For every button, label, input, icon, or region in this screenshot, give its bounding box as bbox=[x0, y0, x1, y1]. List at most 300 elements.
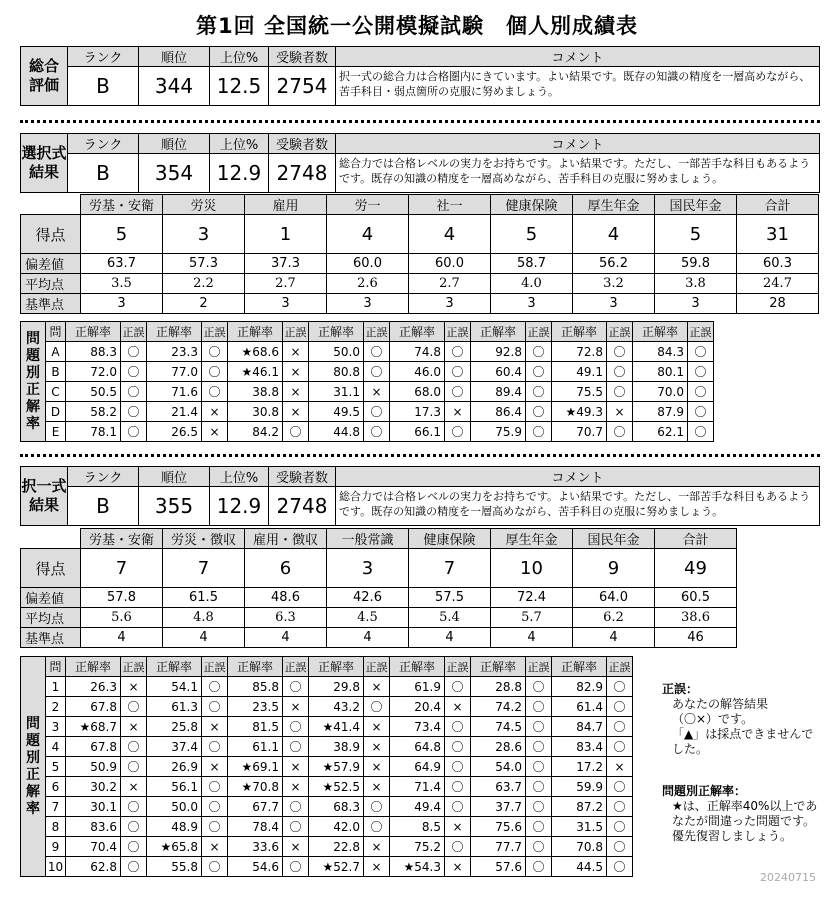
sentaku-questions-mark-cell: × bbox=[283, 342, 309, 362]
takuitsu-subjects-subject-header: 労災・徴収 bbox=[163, 529, 245, 549]
overall-summary-header-examinees: 受験者数 bbox=[269, 47, 336, 67]
takuitsu-subjects-subject-header: 合計 bbox=[655, 529, 737, 549]
takuitsu-questions-rate-cell: 26.9 bbox=[147, 757, 202, 777]
sentaku-questions-rate-header: 正解率 bbox=[147, 322, 202, 342]
sentaku-questions-mark-cell: 〇 bbox=[526, 402, 552, 422]
sentaku-summary-header-top: 上位% bbox=[210, 134, 269, 154]
sentaku-subjects-base-cell: 3 bbox=[327, 294, 409, 314]
takuitsu-subjects-base-cell: 4 bbox=[491, 628, 573, 648]
sentaku-summary-comment: 総合力では合格レベルの実力をお持ちです。よい結果です。ただし、一部苦手な科目もあるようです。既存の知識の精度を一層高めながら、苦手科目の克服に努めましょう。 bbox=[336, 154, 820, 193]
sentaku-subjects-base-cell: 28 bbox=[737, 294, 819, 314]
sentaku-questions-mark-cell: 〇 bbox=[607, 362, 633, 382]
takuitsu-questions-rate-cell: 75.2 bbox=[390, 837, 445, 857]
sentaku-questions-rate-cell: 92.8 bbox=[471, 342, 526, 362]
takuitsu-subjects-base-cell: 46 bbox=[655, 628, 737, 648]
sentaku-subjects-dev-cell: 63.7 bbox=[81, 254, 163, 274]
sentaku-questions-q-number: E bbox=[46, 422, 66, 442]
takuitsu-questions-rate-cell: 50.9 bbox=[66, 757, 121, 777]
takuitsu-questions-rate-cell: ★52.5 bbox=[309, 777, 364, 797]
takuitsu-subjects-subject-header: 国民年金 bbox=[573, 529, 655, 549]
takuitsu-questions-rate-cell: 54.0 bbox=[471, 757, 526, 777]
takuitsu-questions-mark-cell: 〇 bbox=[445, 837, 471, 857]
takuitsu-questions-mark-cell: 〇 bbox=[121, 837, 147, 857]
overall-summary-comment: 択一式の総合力は合格圏内にきています。よい結果です。既存の知識の精度を一層高めながら、苦手科目・弱点箇所の克服に努めましょう。 bbox=[336, 67, 820, 106]
takuitsu-subjects-score-label: 得点 bbox=[21, 549, 81, 588]
takuitsu-questions-rate-header: 正解率 bbox=[471, 657, 526, 677]
sentaku-subjects-avg-label: 平均点 bbox=[21, 274, 81, 294]
sentaku-questions-rate-cell: 80.8 bbox=[309, 362, 364, 382]
sentaku-subjects-dev-cell: 60.0 bbox=[409, 254, 491, 274]
takuitsu-questions-rate-cell: ★54.3 bbox=[390, 857, 445, 877]
sentaku-questions-rate-cell: 66.1 bbox=[390, 422, 445, 442]
takuitsu-questions-q-number: 8 bbox=[46, 817, 66, 837]
takuitsu-questions-rate-cell: 70.8 bbox=[552, 837, 607, 857]
sentaku-questions-rate-cell: 26.5 bbox=[147, 422, 202, 442]
takuitsu-questions-mark-cell: 〇 bbox=[526, 777, 552, 797]
takuitsu-questions-q-number: 9 bbox=[46, 837, 66, 857]
takuitsu-questions-mark-cell: 〇 bbox=[283, 797, 309, 817]
takuitsu-subjects-dev-cell: 72.4 bbox=[491, 588, 573, 608]
takuitsu-questions-mark-cell: × bbox=[202, 717, 228, 737]
sentaku-questions bbox=[20, 321, 714, 442]
sentaku-questions-mark-cell: 〇 bbox=[364, 422, 390, 442]
takuitsu-questions-rate-cell: 50.0 bbox=[147, 797, 202, 817]
sentaku-questions-mark-cell: 〇 bbox=[526, 382, 552, 402]
takuitsu-questions-q-number: 4 bbox=[46, 737, 66, 757]
takuitsu-questions-q-number: 5 bbox=[46, 757, 66, 777]
overall-summary-top: 12.5 bbox=[210, 67, 269, 106]
takuitsu-questions-mark-cell: 〇 bbox=[526, 737, 552, 757]
sentaku-questions-mark-cell: 〇 bbox=[283, 422, 309, 442]
sentaku-questions-mark-header: 正誤 bbox=[526, 322, 552, 342]
page-title: 第1回 全国統一公開模擬試験 個人別成績表 bbox=[196, 14, 638, 38]
sentaku-subjects-score-cell: 4 bbox=[573, 215, 655, 254]
sentaku-questions-rate-cell: 58.2 bbox=[66, 402, 121, 422]
takuitsu-questions-mark-cell: 〇 bbox=[121, 797, 147, 817]
takuitsu-questions-mark-cell: 〇 bbox=[526, 857, 552, 877]
sentaku-questions-mark-cell: 〇 bbox=[445, 382, 471, 402]
sentaku-questions-rate-cell: 88.3 bbox=[66, 342, 121, 362]
sentaku-subjects-score-cell: 5 bbox=[491, 215, 573, 254]
takuitsu-questions-rate-cell: 83.6 bbox=[66, 817, 121, 837]
takuitsu-questions-mark-cell: × bbox=[202, 837, 228, 857]
takuitsu-summary-examinees: 2748 bbox=[269, 487, 336, 526]
sentaku-questions-mark-cell: 〇 bbox=[688, 402, 714, 422]
overall-summary-header-place: 順位 bbox=[139, 47, 210, 67]
sentaku-subjects-dev-cell: 37.3 bbox=[245, 254, 327, 274]
takuitsu-questions-side-label: 問 題 別 正 解 率 bbox=[21, 657, 46, 877]
sentaku-questions-mark-cell: × bbox=[202, 402, 228, 422]
takuitsu-questions-rate-cell: 8.5 bbox=[390, 817, 445, 837]
takuitsu-questions-rate-cell: 44.5 bbox=[552, 857, 607, 877]
takuitsu-questions-mark-cell: 〇 bbox=[526, 817, 552, 837]
sentaku-questions-mark-cell: × bbox=[607, 402, 633, 422]
sentaku-questions-mark-header: 正誤 bbox=[607, 322, 633, 342]
takuitsu-questions-mark-cell: 〇 bbox=[526, 697, 552, 717]
takuitsu-questions-mark-cell: 〇 bbox=[121, 857, 147, 877]
takuitsu-questions-rate-header: 正解率 bbox=[309, 657, 364, 677]
sentaku-subjects-base-cell: 2 bbox=[163, 294, 245, 314]
takuitsu-questions-rate-cell: 26.3 bbox=[66, 677, 121, 697]
sentaku-subjects-base-cell: 3 bbox=[573, 294, 655, 314]
takuitsu-questions-mark-cell: × bbox=[445, 817, 471, 837]
takuitsu-questions-q-number: 2 bbox=[46, 697, 66, 717]
sentaku-subjects-subject-header: 社一 bbox=[409, 195, 491, 215]
takuitsu-subjects-dev-cell: 60.5 bbox=[655, 588, 737, 608]
takuitsu-subjects-score-cell: 7 bbox=[409, 549, 491, 588]
sentaku-subjects-score-cell: 31 bbox=[737, 215, 819, 254]
sentaku-questions-mark-header: 正誤 bbox=[445, 322, 471, 342]
sentaku-summary-top: 12.9 bbox=[210, 154, 269, 193]
sentaku-questions-mark-cell: 〇 bbox=[121, 402, 147, 422]
takuitsu-questions-rate-cell: 75.6 bbox=[471, 817, 526, 837]
takuitsu-questions-rate-cell: 83.4 bbox=[552, 737, 607, 757]
takuitsu-questions-rate-cell: 48.9 bbox=[147, 817, 202, 837]
takuitsu-questions-q-number: 7 bbox=[46, 797, 66, 817]
takuitsu-questions-mark-cell: 〇 bbox=[607, 717, 633, 737]
takuitsu-questions-rate-cell: 33.6 bbox=[228, 837, 283, 857]
takuitsu-subjects-avg-cell: 6.2 bbox=[573, 608, 655, 628]
takuitsu-subjects bbox=[20, 528, 737, 648]
takuitsu-questions-rate-cell: 54.6 bbox=[228, 857, 283, 877]
seigo-note-body: あなたの解答結果 （〇×）です。 「▲」は採点できませんでした。 bbox=[672, 697, 814, 756]
sentaku-subjects-base-cell: 3 bbox=[491, 294, 573, 314]
takuitsu-questions-mark-cell: × bbox=[445, 857, 471, 877]
takuitsu-questions-mark-header: 正誤 bbox=[283, 657, 309, 677]
sentaku-questions-mark-cell: 〇 bbox=[607, 422, 633, 442]
takuitsu-questions-rate-cell: 55.8 bbox=[147, 857, 202, 877]
sentaku-subjects-score-cell: 3 bbox=[163, 215, 245, 254]
sentaku-questions-rate-cell: ★49.3 bbox=[552, 402, 607, 422]
takuitsu-questions-rate-cell: 61.1 bbox=[228, 737, 283, 757]
takuitsu-questions-mark-cell: 〇 bbox=[202, 677, 228, 697]
takuitsu-questions-rate-cell: 57.6 bbox=[471, 857, 526, 877]
takuitsu-subjects-subject-header: 雇用・徴収 bbox=[245, 529, 327, 549]
takuitsu-questions-mark-cell: × bbox=[283, 777, 309, 797]
sentaku-subjects-base-label: 基準点 bbox=[21, 294, 81, 314]
takuitsu-questions-mark-cell: 〇 bbox=[607, 797, 633, 817]
takuitsu-questions-mark-cell: 〇 bbox=[364, 697, 390, 717]
takuitsu-questions-rate-cell: 67.8 bbox=[66, 737, 121, 757]
takuitsu-questions-rate-cell: 74.2 bbox=[471, 697, 526, 717]
sentaku-subjects-subject-header: 国民年金 bbox=[655, 195, 737, 215]
takuitsu-questions-mark-cell: × bbox=[364, 717, 390, 737]
takuitsu-questions-mark-cell: × bbox=[364, 837, 390, 857]
sentaku-questions-rate-cell: 80.1 bbox=[633, 362, 688, 382]
sentaku-questions-rate-header: 正解率 bbox=[390, 322, 445, 342]
sentaku-subjects-score-cell: 1 bbox=[245, 215, 327, 254]
takuitsu-subjects-avg-cell: 6.3 bbox=[245, 608, 327, 628]
takuitsu-questions-rate-cell: 81.5 bbox=[228, 717, 283, 737]
sentaku-subjects-subject-header: 合計 bbox=[737, 195, 819, 215]
sentaku-subjects bbox=[20, 194, 819, 314]
takuitsu-subjects-dev-cell: 48.6 bbox=[245, 588, 327, 608]
takuitsu-questions-rate-cell: 62.8 bbox=[66, 857, 121, 877]
sentaku-questions-rate-cell: 70.0 bbox=[633, 382, 688, 402]
takuitsu-questions-mark-cell: × bbox=[364, 777, 390, 797]
takuitsu-questions-rate-cell: 49.4 bbox=[390, 797, 445, 817]
takuitsu-subjects-subject-header: 健康保険 bbox=[409, 529, 491, 549]
takuitsu-questions-mark-cell: × bbox=[607, 757, 633, 777]
takuitsu-summary-header-place: 順位 bbox=[139, 467, 210, 487]
takuitsu-questions-mark-cell: × bbox=[283, 837, 309, 857]
takuitsu-questions-rate-cell: 67.8 bbox=[66, 697, 121, 717]
takuitsu-questions-rate-cell: 68.3 bbox=[309, 797, 364, 817]
takuitsu-questions-rate-header: 正解率 bbox=[147, 657, 202, 677]
takuitsu-subjects-base-cell: 4 bbox=[81, 628, 163, 648]
takuitsu-questions-mark-header: 正誤 bbox=[607, 657, 633, 677]
sentaku-questions-mark-cell: 〇 bbox=[607, 382, 633, 402]
takuitsu-questions-mark-cell: 〇 bbox=[121, 757, 147, 777]
takuitsu-questions-mark-cell: 〇 bbox=[445, 777, 471, 797]
sentaku-questions-q-number: D bbox=[46, 402, 66, 422]
sentaku-questions-rate-cell: 23.3 bbox=[147, 342, 202, 362]
sentaku-subjects-avg-cell: 4.0 bbox=[491, 274, 573, 294]
sentaku-subjects-dev-cell: 56.2 bbox=[573, 254, 655, 274]
takuitsu-questions-rate-header: 正解率 bbox=[228, 657, 283, 677]
takuitsu-questions-rate-cell: ★57.9 bbox=[309, 757, 364, 777]
sentaku-subjects-subject-header: 厚生年金 bbox=[573, 195, 655, 215]
takuitsu-questions-mark-cell: 〇 bbox=[121, 817, 147, 837]
rate-note bbox=[662, 784, 822, 844]
sentaku-questions-mark-cell: 〇 bbox=[202, 342, 228, 362]
takuitsu-questions-mark-header: 正誤 bbox=[364, 657, 390, 677]
takuitsu-questions-rate-cell: ★41.4 bbox=[309, 717, 364, 737]
takuitsu-questions-mark-cell: 〇 bbox=[526, 757, 552, 777]
sentaku-subjects-score-label: 得点 bbox=[21, 215, 81, 254]
sentaku-summary-header-place: 順位 bbox=[139, 134, 210, 154]
takuitsu-questions-rate-cell: 28.8 bbox=[471, 677, 526, 697]
sentaku-questions-rate-header: 正解率 bbox=[552, 322, 607, 342]
sentaku-questions-mark-cell: × bbox=[283, 402, 309, 422]
takuitsu-questions-rate-cell: 23.5 bbox=[228, 697, 283, 717]
takuitsu-questions-rate-cell: 77.7 bbox=[471, 837, 526, 857]
takuitsu-subjects-avg-cell: 5.4 bbox=[409, 608, 491, 628]
overall-summary-label: 総合 評価 bbox=[21, 47, 68, 106]
takuitsu-questions-rate-cell: 37.4 bbox=[147, 737, 202, 757]
takuitsu-questions-mark-cell: 〇 bbox=[121, 697, 147, 717]
takuitsu-subjects-avg-cell: 4.8 bbox=[163, 608, 245, 628]
sentaku-subjects-avg-cell: 2.2 bbox=[163, 274, 245, 294]
sentaku-questions-mark-cell: 〇 bbox=[121, 342, 147, 362]
sentaku-questions-mark-header: 正誤 bbox=[688, 322, 714, 342]
takuitsu-questions-mark-cell: 〇 bbox=[202, 817, 228, 837]
sentaku-questions-rate-cell: 46.0 bbox=[390, 362, 445, 382]
takuitsu-subjects-avg-label: 平均点 bbox=[21, 608, 81, 628]
takuitsu-questions-rate-cell: ★70.8 bbox=[228, 777, 283, 797]
sentaku-questions-rate-cell: 30.8 bbox=[228, 402, 283, 422]
sentaku-questions-mark-cell: 〇 bbox=[688, 362, 714, 382]
sentaku-questions-rate-cell: 87.9 bbox=[633, 402, 688, 422]
sentaku-questions-rate-cell: 74.8 bbox=[390, 342, 445, 362]
takuitsu-subjects-base-cell: 4 bbox=[573, 628, 655, 648]
takuitsu-subjects-avg-cell: 5.7 bbox=[491, 608, 573, 628]
takuitsu-questions-mark-cell: × bbox=[121, 777, 147, 797]
sentaku-questions-rate-header: 正解率 bbox=[66, 322, 121, 342]
sentaku-questions-mark-cell: × bbox=[364, 382, 390, 402]
sentaku-questions-rate-cell: ★46.1 bbox=[228, 362, 283, 382]
divider-1 bbox=[20, 120, 820, 123]
takuitsu-questions-mark-cell: 〇 bbox=[283, 857, 309, 877]
takuitsu-questions-mark-cell: 〇 bbox=[607, 857, 633, 877]
sentaku-subjects-dev-cell: 60.0 bbox=[327, 254, 409, 274]
takuitsu-questions-mark-cell: 〇 bbox=[202, 797, 228, 817]
takuitsu-questions-rate-cell: 64.9 bbox=[390, 757, 445, 777]
sentaku-summary bbox=[20, 133, 820, 193]
takuitsu-subjects-dev-cell: 57.5 bbox=[409, 588, 491, 608]
sentaku-subjects-base-cell: 3 bbox=[245, 294, 327, 314]
takuitsu-questions-rate-cell: 85.8 bbox=[228, 677, 283, 697]
takuitsu-questions-mark-header: 正誤 bbox=[445, 657, 471, 677]
takuitsu-questions-rate-cell: 31.5 bbox=[552, 817, 607, 837]
takuitsu-questions-rate-cell: 30.1 bbox=[66, 797, 121, 817]
sentaku-summary-label: 選択式 結果 bbox=[21, 134, 68, 193]
takuitsu-questions-mark-cell: 〇 bbox=[121, 737, 147, 757]
date-stamp: 20240715 bbox=[760, 871, 816, 884]
sentaku-questions-rate-cell: 17.3 bbox=[390, 402, 445, 422]
seigo-note-title: 正誤： bbox=[662, 682, 699, 696]
overall-summary-header-rank: ランク bbox=[68, 47, 139, 67]
sentaku-subjects-score-cell: 4 bbox=[409, 215, 491, 254]
sentaku-questions-mark-cell: 〇 bbox=[526, 342, 552, 362]
takuitsu-summary-comment: 総合力では合格レベルの実力をお持ちです。よい結果です。ただし、一部苦手な科目もあるようです。既存の知識の精度を一層高めながら、苦手科目の克服に努めましょう。 bbox=[336, 487, 820, 526]
takuitsu-questions-rate-cell: 61.4 bbox=[552, 697, 607, 717]
takuitsu-subjects-score-cell: 3 bbox=[327, 549, 409, 588]
sentaku-questions-mark-header: 正誤 bbox=[283, 322, 309, 342]
takuitsu-questions-mark-cell: × bbox=[364, 677, 390, 697]
sentaku-questions-rate-cell: 86.4 bbox=[471, 402, 526, 422]
sentaku-questions-rate-cell: 60.4 bbox=[471, 362, 526, 382]
takuitsu-subjects-score-cell: 7 bbox=[163, 549, 245, 588]
sentaku-subjects-subject-header: 労基・安衛 bbox=[81, 195, 163, 215]
sentaku-questions-mark-cell: 〇 bbox=[364, 402, 390, 422]
takuitsu-questions-rate-cell: 64.8 bbox=[390, 737, 445, 757]
takuitsu-subjects-base-label: 基準点 bbox=[21, 628, 81, 648]
sentaku-questions-rate-cell: 68.0 bbox=[390, 382, 445, 402]
sentaku-summary-rank: B bbox=[68, 154, 139, 193]
sentaku-questions-rate-cell: 44.8 bbox=[309, 422, 364, 442]
sentaku-questions-rate-cell: 70.7 bbox=[552, 422, 607, 442]
sentaku-questions-rate-header: 正解率 bbox=[633, 322, 688, 342]
takuitsu-questions-rate-cell: 67.7 bbox=[228, 797, 283, 817]
takuitsu-questions-q-number: 6 bbox=[46, 777, 66, 797]
takuitsu-questions-rate-cell: 30.2 bbox=[66, 777, 121, 797]
sentaku-questions-mark-cell: 〇 bbox=[121, 362, 147, 382]
takuitsu-questions-mark-cell: 〇 bbox=[607, 737, 633, 757]
takuitsu-questions-mark-cell: × bbox=[364, 757, 390, 777]
takuitsu-questions-mark-cell: 〇 bbox=[283, 817, 309, 837]
sentaku-subjects-subject-header: 雇用 bbox=[245, 195, 327, 215]
takuitsu-questions-rate-cell: 70.4 bbox=[66, 837, 121, 857]
takuitsu-summary bbox=[20, 466, 820, 526]
sentaku-subjects-subject-header: 健康保険 bbox=[491, 195, 573, 215]
takuitsu-questions-q-number: 3 bbox=[46, 717, 66, 737]
sentaku-subjects-avg-cell: 3.5 bbox=[81, 274, 163, 294]
takuitsu-subjects-avg-cell: 38.6 bbox=[655, 608, 737, 628]
takuitsu-questions-rate-cell: 59.9 bbox=[552, 777, 607, 797]
takuitsu-questions-mark-cell: 〇 bbox=[445, 797, 471, 817]
takuitsu-questions-rate-cell: ★68.7 bbox=[66, 717, 121, 737]
takuitsu-subjects-base-cell: 4 bbox=[327, 628, 409, 648]
takuitsu-questions-mark-cell: × bbox=[364, 737, 390, 757]
takuitsu-questions-mark-cell: × bbox=[121, 677, 147, 697]
sentaku-subjects-dev-cell: 58.7 bbox=[491, 254, 573, 274]
takuitsu-questions-rate-header: 正解率 bbox=[552, 657, 607, 677]
takuitsu-questions-mark-cell: 〇 bbox=[283, 677, 309, 697]
sentaku-questions-mark-header: 正誤 bbox=[364, 322, 390, 342]
sentaku-questions-mark-cell: 〇 bbox=[364, 342, 390, 362]
sentaku-questions-rate-cell: 84.2 bbox=[228, 422, 283, 442]
takuitsu-questions-mark-cell: 〇 bbox=[445, 737, 471, 757]
sentaku-questions-rate-cell: 62.1 bbox=[633, 422, 688, 442]
takuitsu-questions-mark-cell: 〇 bbox=[607, 677, 633, 697]
takuitsu-questions-mark-cell: × bbox=[283, 757, 309, 777]
sentaku-questions-mark-cell: 〇 bbox=[526, 422, 552, 442]
takuitsu-subjects-score-cell: 6 bbox=[245, 549, 327, 588]
sentaku-questions-mark-cell: 〇 bbox=[607, 342, 633, 362]
sentaku-subjects-score-cell: 5 bbox=[655, 215, 737, 254]
sentaku-questions-mark-cell: 〇 bbox=[202, 362, 228, 382]
takuitsu-questions-mark-cell: 〇 bbox=[526, 797, 552, 817]
sentaku-questions-mark-cell: 〇 bbox=[445, 362, 471, 382]
sentaku-summary-header-comment: コメント bbox=[336, 134, 820, 154]
sentaku-subjects-subject-header: 労災 bbox=[163, 195, 245, 215]
sentaku-questions-q-header: 問 bbox=[46, 322, 66, 342]
takuitsu-subjects-score-cell: 9 bbox=[573, 549, 655, 588]
sentaku-subjects-subject-header: 労一 bbox=[327, 195, 409, 215]
takuitsu-questions-rate-cell: 17.2 bbox=[552, 757, 607, 777]
takuitsu-summary-header-rank: ランク bbox=[68, 467, 139, 487]
takuitsu-subjects-avg-cell: 5.6 bbox=[81, 608, 163, 628]
sentaku-questions-mark-cell: × bbox=[445, 402, 471, 422]
overall-summary-place: 344 bbox=[139, 67, 210, 106]
takuitsu-subjects-score-cell: 7 bbox=[81, 549, 163, 588]
overall-summary-rank: B bbox=[68, 67, 139, 106]
takuitsu-questions-rate-cell: 42.0 bbox=[309, 817, 364, 837]
takuitsu-questions-mark-cell: 〇 bbox=[364, 817, 390, 837]
takuitsu-questions-q-number: 1 bbox=[46, 677, 66, 697]
takuitsu-subjects-base-cell: 4 bbox=[409, 628, 491, 648]
sentaku-questions-rate-cell: 75.5 bbox=[552, 382, 607, 402]
sentaku-questions-mark-cell: 〇 bbox=[364, 362, 390, 382]
takuitsu-questions-mark-cell: 〇 bbox=[526, 837, 552, 857]
sentaku-subjects-avg-cell: 3.8 bbox=[655, 274, 737, 294]
takuitsu-subjects-subject-header: 一般常識 bbox=[327, 529, 409, 549]
rate-note-body: ★は、正解率40%以上であなたが間違った問題です。優先復習しましょう。 bbox=[672, 799, 818, 843]
takuitsu-questions-rate-cell: 87.2 bbox=[552, 797, 607, 817]
sentaku-subjects-dev-cell: 57.3 bbox=[163, 254, 245, 274]
takuitsu-questions-rate-cell: 29.8 bbox=[309, 677, 364, 697]
takuitsu-questions-mark-cell: 〇 bbox=[445, 677, 471, 697]
takuitsu-questions-rate-cell: 61.3 bbox=[147, 697, 202, 717]
sentaku-subjects-avg-cell: 24.7 bbox=[737, 274, 819, 294]
takuitsu-questions-q-number: 10 bbox=[46, 857, 66, 877]
sentaku-questions-q-number: C bbox=[46, 382, 66, 402]
takuitsu-questions-mark-cell: 〇 bbox=[607, 817, 633, 837]
sentaku-questions-mark-cell: 〇 bbox=[688, 382, 714, 402]
takuitsu-questions-mark-cell: 〇 bbox=[202, 777, 228, 797]
sentaku-questions-side-label: 問 題 別 正 解 率 bbox=[21, 322, 46, 442]
sentaku-questions-rate-cell: 49.5 bbox=[309, 402, 364, 422]
takuitsu-summary-header-top: 上位% bbox=[210, 467, 269, 487]
takuitsu-subjects-dev-cell: 57.8 bbox=[81, 588, 163, 608]
sentaku-questions-rate-header: 正解率 bbox=[471, 322, 526, 342]
sentaku-subjects-avg-cell: 2.7 bbox=[409, 274, 491, 294]
takuitsu-subjects-base-cell: 4 bbox=[163, 628, 245, 648]
sentaku-questions-mark-cell: 〇 bbox=[688, 342, 714, 362]
takuitsu-summary-place: 355 bbox=[139, 487, 210, 526]
takuitsu-subjects-dev-label: 偏差値 bbox=[21, 588, 81, 608]
